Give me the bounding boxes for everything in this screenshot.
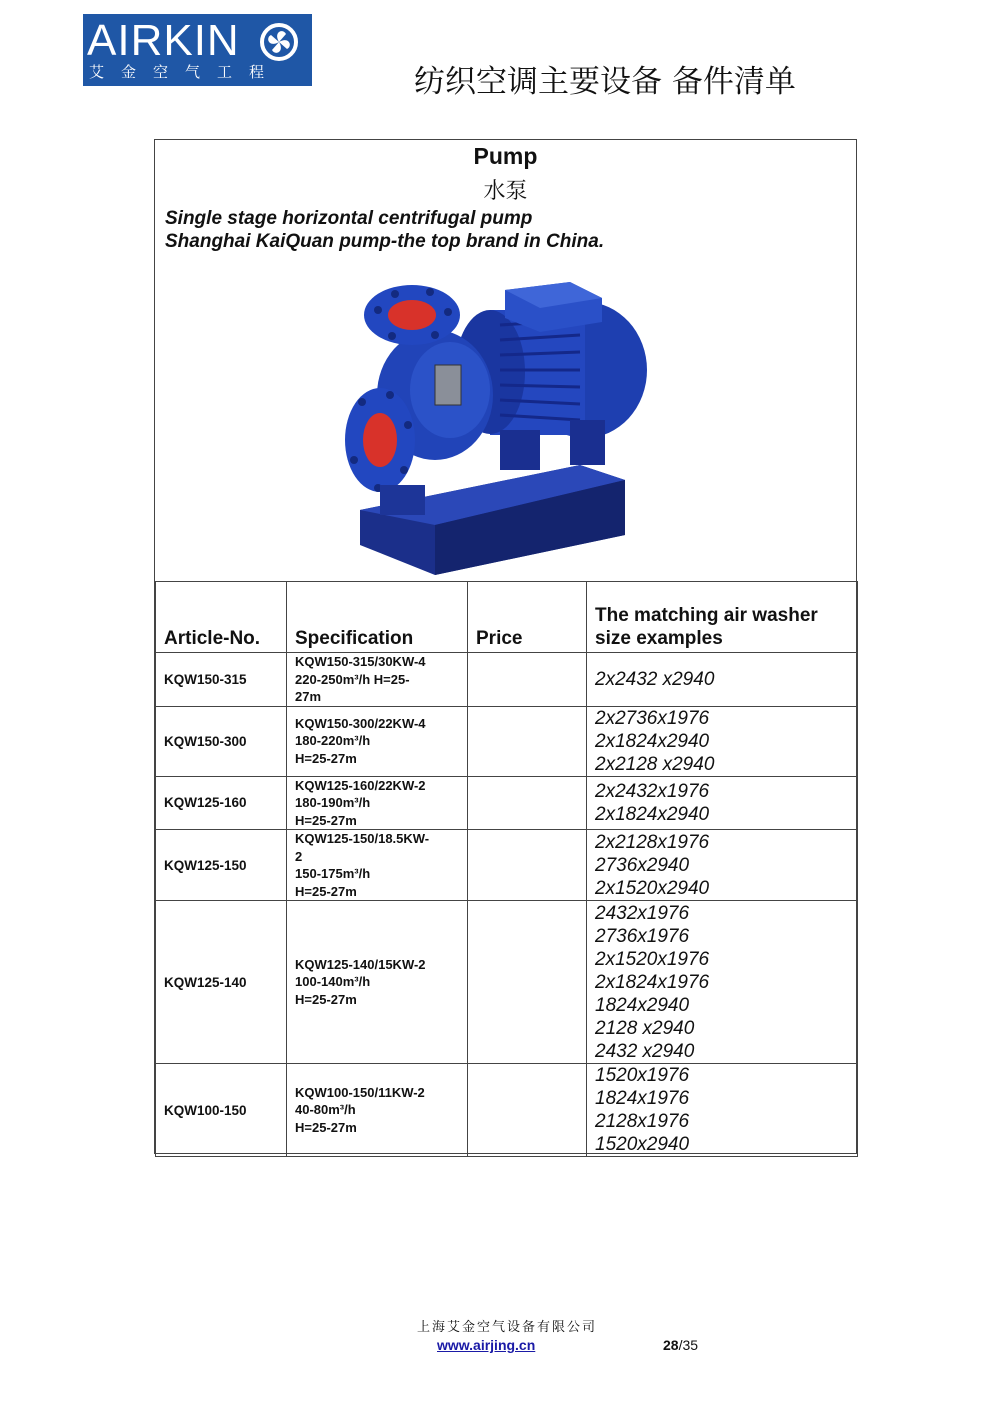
washer-size: 2128x1976: [595, 1111, 690, 1132]
fan-logo-icon: [259, 22, 299, 62]
washer-size: 2x2736x1976: [595, 707, 710, 729]
spec-line: 2: [295, 848, 303, 864]
table-row: [156, 901, 858, 1064]
pump-sheet: [154, 139, 857, 1154]
specification-cell: [287, 1064, 468, 1157]
price-cell: [468, 901, 587, 1064]
article-no-cell: KQW125-140: [156, 901, 287, 1064]
air-washer-size-cell: [587, 1064, 858, 1157]
company-logo: [83, 14, 312, 86]
price-cell: [468, 830, 587, 901]
price-cell: [468, 776, 587, 830]
washer-size: 2432 x2940: [595, 1040, 695, 1062]
pump-photo: [340, 280, 660, 575]
description-line: Single stage horizontal centrifugal pump: [165, 208, 533, 229]
product-intro: [155, 140, 856, 581]
washer-size: 2x1520x2940: [595, 877, 710, 899]
price-cell: [468, 1064, 587, 1157]
article-no-cell: KQW125-160: [156, 776, 287, 830]
washer-size: 2x2432x1976: [595, 780, 710, 802]
washer-size: 2x1824x2940: [595, 730, 710, 752]
spec-line: KQW100-150/11KW-2: [295, 1084, 425, 1100]
spec-line: KQW125-140/15KW-2: [295, 956, 426, 972]
spec-line: H=25-27m: [295, 750, 357, 766]
spec-line: 150-175m³/h: [295, 866, 371, 881]
spec-line: 40-80m³/h: [295, 1102, 356, 1118]
spec-line: KQW150-300/22KW-4: [295, 715, 426, 731]
washer-size: 2432x1976: [595, 902, 690, 924]
specification-cell: [287, 776, 468, 830]
washer-size: 2128 x2940: [595, 1017, 695, 1039]
spec-line: H=25-27m: [295, 812, 357, 828]
footer-website-link[interactable]: www.airjing.cn: [437, 1337, 536, 1353]
header-specification: Specification: [287, 582, 468, 653]
footer-company-name: 上海艾金空气设备有限公司: [416, 1320, 597, 1335]
pump-spec-table: [155, 581, 858, 1157]
spec-line: H=25-27m: [295, 991, 357, 1007]
section-title-chinese: 水泵: [483, 179, 528, 204]
washer-size: 1520x2940: [595, 1134, 690, 1155]
table-row: [156, 653, 858, 707]
washer-size: 2x1520x1976: [595, 948, 710, 970]
specification-cell: [287, 830, 468, 901]
header-article-no: Article-No.: [156, 582, 287, 653]
product-description: [165, 207, 604, 253]
spec-line: 100-140m³/h: [295, 974, 371, 990]
spec-line: KQW125-160/22KW-2: [295, 777, 426, 793]
washer-size: 2x2128 x2940: [595, 753, 715, 775]
document-title: 纺织空调主要设备 备件清单: [414, 64, 796, 100]
spec-line: 220-250m³/h H=25-: [295, 671, 410, 687]
article-no-cell: KQW125-150: [156, 830, 287, 901]
washer-size: 2x1824x2940: [595, 803, 710, 825]
table-row: [156, 830, 858, 901]
specification-cell: [287, 901, 468, 1064]
spec-line: 180-190m³/h: [295, 795, 371, 810]
air-washer-size-cell: [587, 830, 858, 901]
air-washer-size-cell: [587, 706, 858, 776]
table-row: [156, 1064, 858, 1157]
washer-size: 2x2432 x2940: [595, 668, 715, 690]
table-header-row: [156, 582, 858, 653]
section-title: Pump: [473, 143, 538, 169]
logo-chinese-name: 艾金空气工程: [89, 64, 282, 81]
spec-line: H=25-27m: [295, 1119, 357, 1135]
header-air-washer-size: The matching air washer size examples: [587, 582, 858, 653]
article-no-cell: KQW150-315: [156, 653, 287, 707]
spec-line: H=25-27m: [295, 883, 357, 899]
page-number: [663, 1337, 698, 1353]
total-pages: /35: [678, 1337, 699, 1353]
air-washer-size-cell: [587, 901, 858, 1064]
washer-size: 1824x2940: [595, 994, 690, 1016]
article-no-cell: KQW150-300: [156, 706, 287, 776]
price-cell: [468, 706, 587, 776]
specification-cell: [287, 706, 468, 776]
spec-line: KQW125-150/18.5KW-: [295, 831, 430, 846]
washer-size: 2736x1976: [595, 925, 690, 947]
air-washer-size-cell: [587, 653, 858, 707]
description-line: Shanghai KaiQuan pump-the top brand in China.: [165, 231, 605, 252]
spec-line: 27m: [295, 689, 322, 704]
specification-cell: [287, 653, 468, 707]
air-washer-size-cell: [587, 776, 858, 830]
washer-size: 1520x1976: [595, 1065, 690, 1086]
washer-size: 2736x2940: [595, 854, 690, 876]
washer-size: 2x1824x1976: [595, 971, 710, 993]
price-cell: [468, 653, 587, 707]
spec-line: 180-220m³/h: [295, 733, 371, 749]
table-row: [156, 706, 858, 776]
header-price: Price: [468, 582, 587, 653]
washer-size: 2x2128x1976: [595, 831, 710, 853]
spec-line: KQW150-315/30KW-4: [295, 654, 426, 669]
logo-wordmark: AIRKIN: [87, 16, 240, 65]
article-no-cell: KQW100-150: [156, 1064, 287, 1157]
washer-size: 1824x1976: [595, 1088, 690, 1109]
table-row: [156, 776, 858, 830]
current-page: 28: [663, 1337, 679, 1353]
